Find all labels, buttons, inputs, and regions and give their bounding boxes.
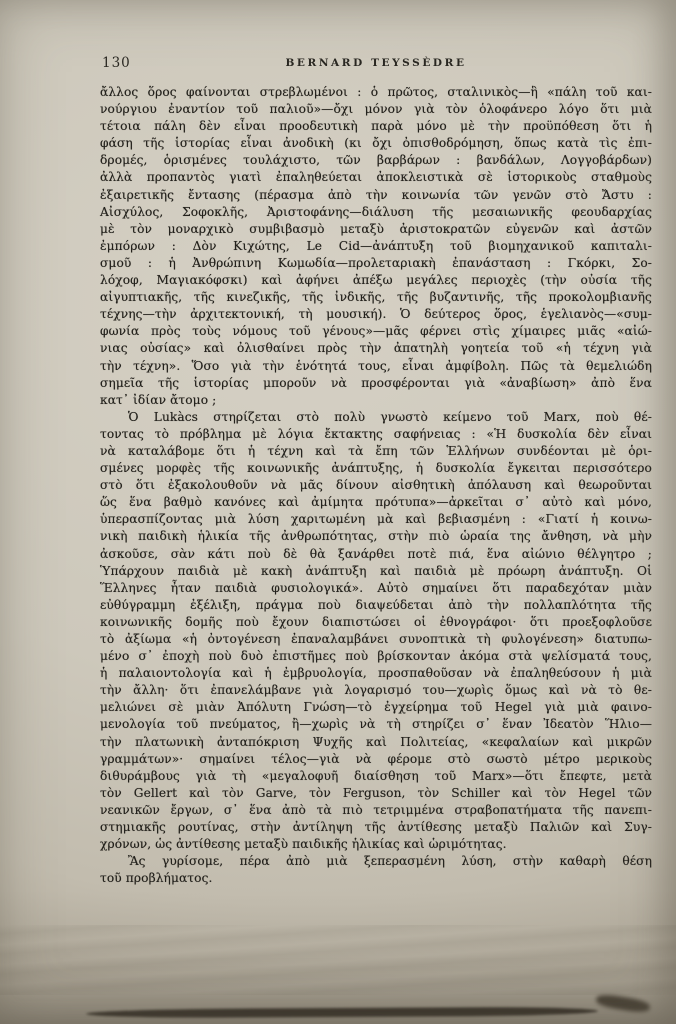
text-line: φάση τῆς ἱστορίας εἶναι ἀνοδικὴ (κι ὄχι ὀπισθοδρόμηση, ὅπως κατὰ τὶς ἐπι- <box>100 136 652 151</box>
scan-bottom-shadow <box>0 890 676 1024</box>
text-line: λόχοφ, Μαγιακόφσκι) καὶ ἀφήνει ἀπέξω μεγάλες περιοχὲς (τὴν οὐσία τῆς <box>100 273 652 288</box>
text-line: ἡ παλαιοντολογία καὶ ἡ ἐμβρυολογία, προσπαθοῦσαν νὰ ἐπαληθεύσουν ἡ μιὰ <box>100 666 652 681</box>
text-line: Ὁ Lukàcs στηρίζεται στὸ πολὺ γνωστὸ κείμενο τοῦ Marx, ποὺ θέ- <box>128 409 652 424</box>
text-line: ἀσκοῦσε, σὰν κάτι ποὺ δὲ θὰ ξανάρθει ποτὲ πιά, ἕνα αἰώνιο θέλγητρο ; <box>100 546 652 561</box>
text-line: στημιακῆς ρουτίνας, στὴν ἀντίληψη τῆς ἀντίθεσης μεταξὺ Παλιῶν καὶ Συγ- <box>100 820 652 835</box>
text-line: τὸν Gellert καὶ τὸν Garve, τὸν Ferguson, τὸν Schiller καὶ τὸν Hegel τῶν <box>100 785 652 800</box>
text-line: ἐξαιρετικῆς ἔντασης (πέρασμα ἀπὸ τὴν κοινωνία τῶν γενῶν στὸ Ἄστυ : <box>100 187 652 202</box>
page-number: 130 <box>102 55 131 71</box>
text-line: ἐμπόρων : Δὸν Κιχώτης, Le Cid—ἀνάπτυξη τοῦ βιομηχανικοῦ καπιταλι- <box>100 238 652 253</box>
text-line: νιας οὐσίας» καὶ ὀλισθαίνει πρὸς τὴν ἀπατηλὴ γοητεία τοῦ «ἡ τέχνη γιὰ <box>100 341 652 356</box>
text-line: ὑπερασπίζοντας μιὰ λύση χαριτωμένη μὰ καὶ βεβιασμένη : «Γιατί ἡ κοινω- <box>100 512 652 527</box>
running-head: BERNARD TEYSSÈDRE <box>285 57 467 69</box>
text-line: χρόνων, ὡς ἀντίθεσης μεταξὺ παιδικῆς ἡλικίας καὶ ὡριμότητας. <box>100 837 507 852</box>
text-line: Ὑπάρχουν παιδιὰ μὲ κακὴ ἀνάπτυξη καὶ παιδιὰ μὲ πρόωρη ἀνάπτυξη. Οἱ <box>100 563 652 578</box>
text-line: ἄλλος ὅρος φαίνονται στρεβλωμένοι : ὁ πρῶτος, σταλινικὸς—ἣ «πάλη τοῦ και- <box>100 85 652 99</box>
text-line: σημεῖα τῆς ἱστορίας μποροῦν νὰ προσφέρονται γιὰ «ἀναβίωση» ἀπὸ ἕνα <box>100 375 652 390</box>
text-line: νούργιου ἐναντίον τοῦ παλιοῦ»—ὄχι μόνον γιὰ τὸν ὁλοφάνερο λόγο ὅτι μιὰ <box>100 102 652 117</box>
text-line: γραμμάτων»· σημαίνει τέλος—γιὰ νὰ φέρομε στὸ σωστὸ μέτρο μερικοὺς <box>100 751 652 766</box>
text-line: αἰγυπτιακῆς, τῆς κινεζικῆς, τῆς ἰνδικῆς, τῆς βυζαντινῆς, τῆς προκολομβιανῆς <box>100 290 652 305</box>
text-line: Ἂς γυρίσομε, πέρα ἀπὸ μιὰ ξεπερασμένη λύση, στὴν καθαρὴ θέση <box>128 854 652 869</box>
text-line: τὴν πλατωνικὴ ἀνταπόκριση Ψυχῆς καὶ Πολιτείας, «κεφαλαίων καὶ μικρῶν <box>100 734 652 749</box>
text-line: μελιώνει σὲ μιὰν Ἀπόλυτη Γνώση—τὸ ἐγχείρημα τοῦ Hegel γιὰ μιὰ φαινο- <box>100 700 652 715</box>
page-header <box>100 55 652 73</box>
text-line: Ἕλληνες ἦταν παιδιὰ φυσιολογικά». Αὐτὸ σημαίνει ὅτι παραδεχόταν μιὰν <box>100 580 652 595</box>
text-line: τὴν τέχνη». Ὅσο γιὰ τὴν ἑνότητά τους, εἶναι ἀμφίβολη. Πῶς τὰ θεμελιώδη <box>100 358 652 373</box>
text-line: ἀλλὰ προπαντὸς γιατὶ ἐπαληθεύεται ἀποκλειστικὰ σὲ ἱστορικοὺς σταθμοὺς <box>100 170 652 185</box>
text-line: μενολογία τοῦ πνεύματος, ἢ—χωρὶς νὰ τὴ στηρίζει σ᾽ ἕναν Ἰδεατὸν Ἥλιο— <box>100 717 652 732</box>
page-edge-shadow <box>86 1007 598 1019</box>
text-line: ὥς ἕνα βαθμὸ κανόνες καὶ ἀμίμητα πρότυπα»—ἀρκεῖται σ᾽ αὐτὸ καὶ μόνο, <box>100 495 652 510</box>
text-line: μὲ τὸν μοναρχικὸ συμβιβασμὸ μεταξὺ ἀριστοκρατῶν εὐγενῶν καὶ ἀστῶν <box>100 221 652 236</box>
text-line: νὰ καταλάβομε ὅτι ἡ τέχνη καὶ τὰ ἔπη τῶν Ἑλλήνων συνδέονται μὲ ὁρι- <box>100 443 652 458</box>
text-line: κατ᾽ ἰδίαν ἄτομο ; <box>100 392 217 407</box>
text-line: τέτοια πάλη δὲν εἶναι προοδευτικὴ παρὰ μόνο μὲ τὴν προϋπόθεση ὅτι ἡ <box>100 119 652 134</box>
text-line: δρομές, ὁρισμένες τουλάχιστο, τῶν βαρβάρων : βανδάλων, Λογγοβάρδων) <box>100 153 652 168</box>
text-line: σμένες μορφὲς τῆς κοινωνικῆς ἀνάπτυξης, ἡ δυσκολία ἔγκειται περισσότερο <box>100 461 652 476</box>
corner-shadow-mark <box>595 993 650 1014</box>
text-line: τέχνης—τὴν ἀρχιτεκτονική, τὴ μουσική). Ὁ δεύτερος ὅρος, ἑγελιανὸς—«συμ- <box>100 307 652 322</box>
text-line: τὴν ἄλλη· ὅτι ἐπανελάμβανε γιὰ λογαρισμό του—χωρὶς ὅμως καὶ νὰ τὸ θε- <box>100 683 652 698</box>
text-line: στὸ ὅτι ἐξακολουθοῦν νὰ μᾶς δίνουν αἰσθητικὴ ἀπόλαυση καὶ θεωροῦνται <box>100 478 652 493</box>
text-line: τοντας τὸ πρόβλημα μὲ λόγια ἔκτακτης σαφήνειας : «Ἡ δυσκολία δὲν εἶναι <box>100 426 652 441</box>
scan-wave-shadow <box>0 925 676 995</box>
text-line: διθυράμβους γιὰ τὴ «μεγαλοφυῆ διαίσθηση τοῦ Marx»—ὅτι ἔπεφτε, μετὰ <box>100 768 652 783</box>
text-line: κοινωνικῆς δομῆς ποὺ ἔχουν διαπιστώσει οἱ ἐθνογράφοι· ὅτι προεξοφλοῦσε <box>100 614 652 629</box>
body-text <box>100 84 652 887</box>
text-line: μένο σ᾽ ἐποχὴ ποὺ δυὸ ἐπιστῆμες ποὺ βρίσκονταν ἀκόμα στὰ ψελίσματά τους, <box>100 649 652 664</box>
text-line: Αἰσχύλος, Σοφοκλῆς, Ἀριστοφάνης—διάλυση τῆς μεσαιωνικῆς φεουδαρχίας <box>100 204 652 219</box>
text-line: σμοῦ : ἡ Ἀνθρώπινη Κωμωδία—προλεταριακὴ ἐπανάσταση : Γκόρκι, Σο- <box>100 255 652 270</box>
text-line: νεανικῶν ἔργων, σ᾽ ἕνα ἀπὸ τὰ πιὸ τετριμμένα στραβοπατήματα τῆς πανεπι- <box>100 802 652 817</box>
text-line: τὸ ἀξίωμα «ἡ ὀντογένεση ἐπαναλαμβάνει συνοπτικὰ τὴ φυλογένεση» διατυπω- <box>100 632 652 646</box>
text-line: τοῦ προβλήματος. <box>100 871 213 886</box>
text-line: νικὴ παιδικὴ ἡλικία τῆς ἀνθρωπότητας, στὴν πιὸ ὡραία της ἄνθηση, νὰ μὴν <box>100 529 652 544</box>
text-line: φωνία πρὸς τοὺς νόμους τοῦ γένους»—μᾶς φέρνει στὶς χίμαιρες μιᾶς «αἰώ- <box>100 324 652 339</box>
text-line: εὐθύγραμμη ἐξέλιξη, πράγμα ποὺ διαψεύδεται ἀπὸ τὴν πολλαπλότητα τῆς <box>100 597 652 612</box>
